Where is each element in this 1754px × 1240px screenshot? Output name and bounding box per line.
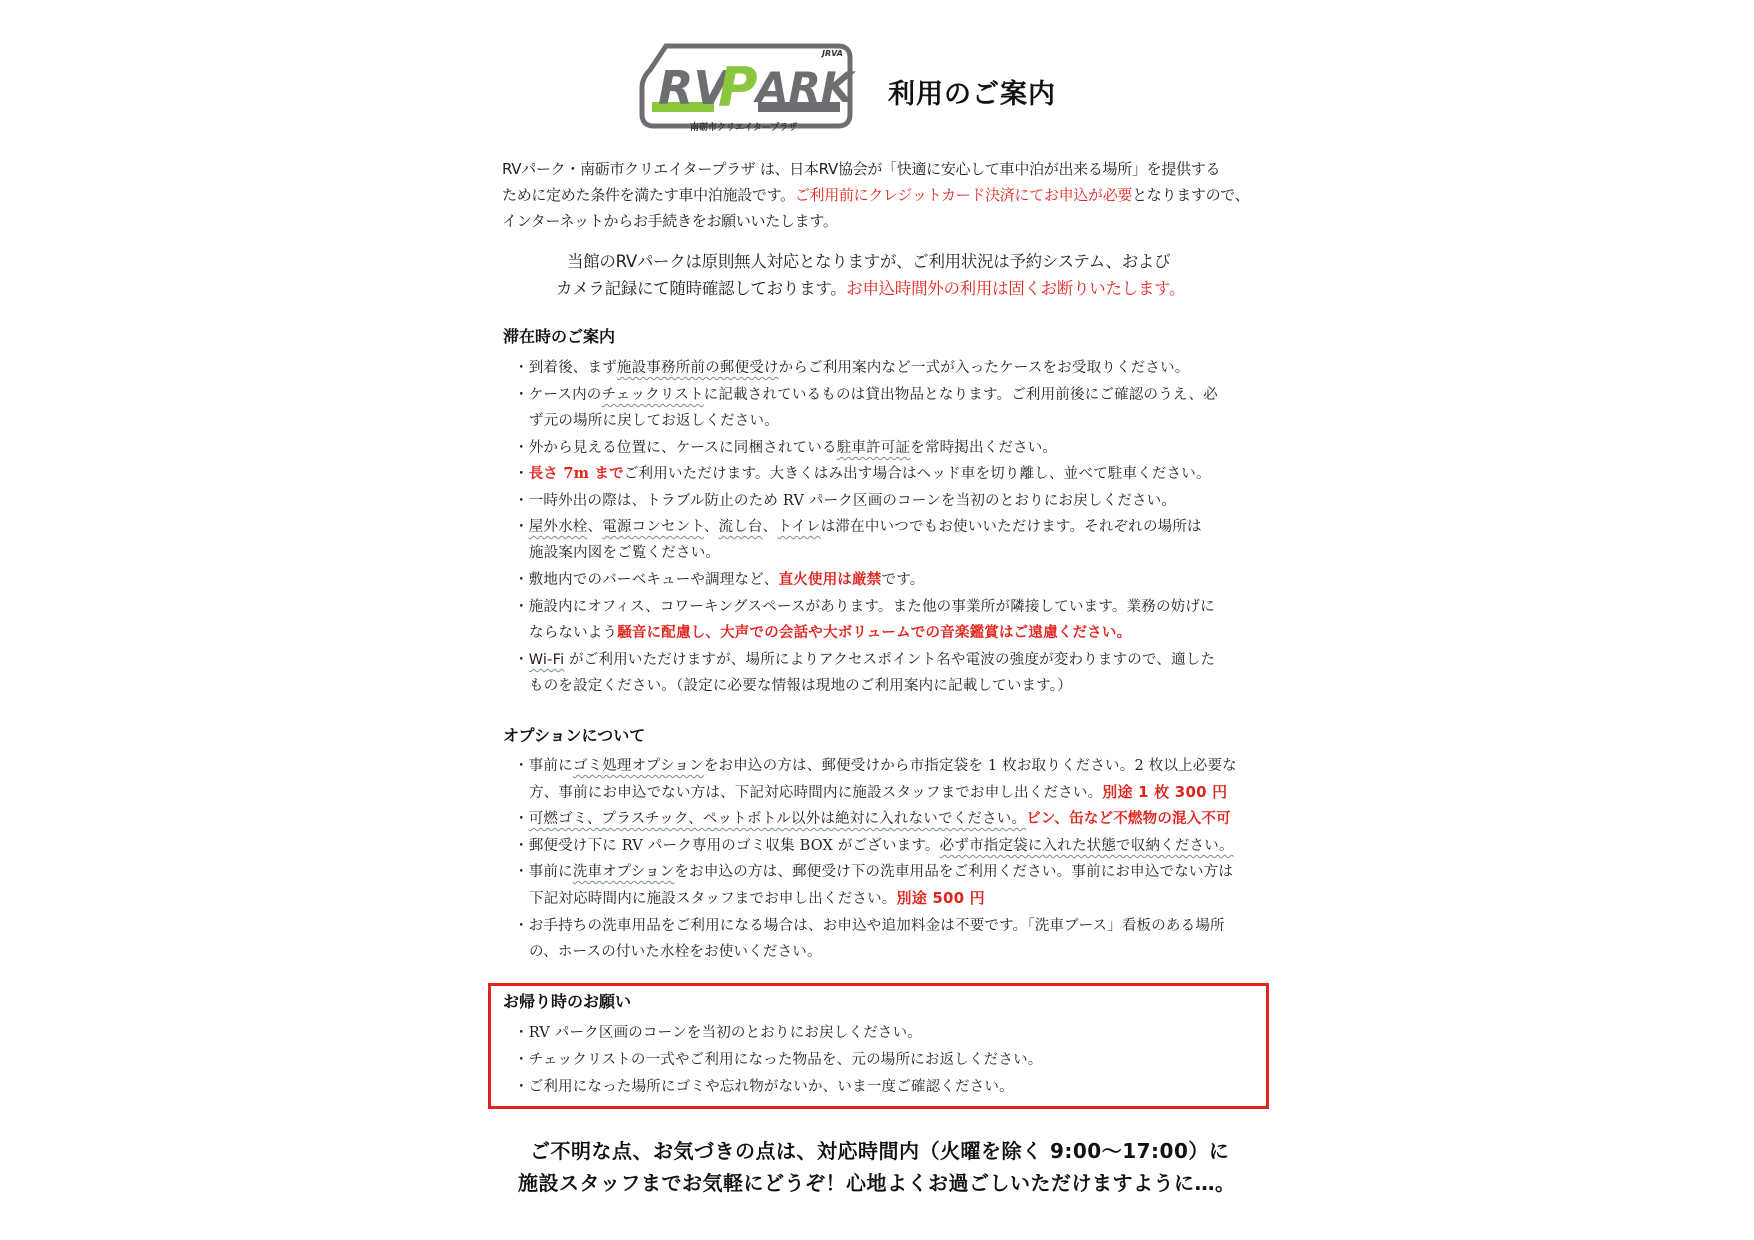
item-text: ならないよう [529,625,618,641]
stay-item-1 [514,356,1189,377]
item-text: です。 [881,572,925,588]
stay-item-2-cont: ず元の場所に戻してお返しください。 [529,413,779,429]
option-item-5-cont: の、ホースの付いた水栓をお使いください。 [529,944,822,960]
item-text: ・ [514,466,529,482]
item-warning: 騒音に配慮し、大声での会話や大ボリュームでの音楽鑑賞はご遠慮ください。 [617,624,1132,641]
stay-item-8-cont [529,621,1131,642]
item-keyword: 可燃ゴミ、プラスチック、ペットボトル以外は絶対に入れないでください。 [528,811,1027,827]
option-item-2 [514,807,1231,828]
stay-item-7 [514,568,924,589]
rv-park-logo [638,40,856,138]
intro-text: となりますので、 [1132,186,1250,204]
leaving-item-2: ・チェックリストの一式やご利用になった物品を、元の場所にお返しください。 [514,1052,1043,1068]
item-keyword: 電源コンセント [602,519,704,535]
stay-heading: 滞在時のご案内 [503,327,616,346]
leaving-item-1: ・RV パーク区画のコーンを当初のとおりにお戻しください。 [514,1025,922,1041]
item-keyword: トイレ [777,519,821,535]
options-heading: オプションについて [503,726,646,745]
price-label: 別途 500 円 [896,889,985,907]
stay-item-6 [514,515,1202,536]
item-keyword: チェックリスト [601,387,704,403]
item-text: ・郵便受け下に RV パーク専用のゴミ収集 BOX がございます。 [514,838,940,854]
item-text: からご利用案内など一式が入ったケースをお受取りください。 [778,360,1190,376]
item-keyword: 施設事務所前の郵便受け [616,360,779,376]
option-item-3 [514,834,1234,855]
item-text: ・敷地内でのバーベキューや調理など、 [514,572,779,588]
stay-item-4 [514,462,1211,483]
item-text: は滞在中いつでもお使いいただけます。それぞれの場所は [820,519,1202,535]
stay-item-3 [514,436,1057,457]
item-keyword: Wi-Fi [528,652,565,668]
item-text: ・事前に [514,864,573,880]
option-item-1-cont [529,781,1227,802]
notice-line-1: 当館のRVパークは原則無人対応となりますが、ご利用状況は予約システム、および [567,252,1171,271]
notice-line-2 [556,275,1185,299]
stay-item-5: ・一時外出の際は、トラブル防止のため RV パーク区画のコーンを当初のとおりにお戻しください。 [514,493,1177,509]
option-item-5: ・お手持ちの洗車用品をご利用になる場合は、お申込や追加料金は不要です。「洗車ブース」看板のある場所 [514,918,1225,934]
notice-warning: お申込時間外の利用は固くお断りいたします。 [846,279,1186,298]
svg-text:ARK: ARK [756,63,854,112]
price-label: 別途 1 枚 300 円 [1102,783,1228,801]
svg-text:RV: RV [658,61,730,115]
option-item-4 [514,860,1233,881]
item-warning: 長さ 7m まで [528,465,624,482]
intro-warning: ご利用前にクレジットカード決済にてお申込が必要 [794,186,1133,204]
stay-item-9 [514,648,1215,669]
item-text: をお申込の方は、郵便受けから市指定袋を 1 枚お取りください。2 枚以上必要な [703,758,1237,774]
item-text: を常時掲出ください。 [910,440,1058,456]
item-text: 方、事前にお申込でない方は、下記対応時間内に施設スタッフまでお申し出ください。 [529,785,1103,801]
notice-text: カメラ記録にて随時確認しております。 [556,279,847,298]
item-text: 、 [587,519,603,535]
svg-text:JRVA: JRVA [822,49,843,58]
item-text: ・事前に [514,758,573,774]
option-item-1 [514,754,1237,775]
item-text: ・ [514,519,529,535]
leaving-item-3: ・ご利用になった場所にゴミや忘れ物がないか、いま一度ご確認ください。 [514,1079,1014,1095]
intro-line-3: インターネットからお手続きをお願いいたします。 [502,212,838,230]
item-text: ご利用いただけます。大きくはみ出す場合はヘッド車を切り離し、並べて駐車ください。 [623,466,1211,482]
item-keyword: 洗車オプション [572,864,675,880]
item-text: をお申込の方は、郵便受け下の洗車用品をご利用ください。事前にお申込でない方は [674,864,1234,880]
stay-item-6-cont: 施設案内図をご覧ください。 [529,545,721,561]
item-keyword: 必ず市指定袋に入れた状態で収納ください。 [939,838,1234,854]
item-keyword: 駐車許可証 [836,440,911,456]
item-keyword: 流し台 [718,519,763,535]
option-item-4-cont [529,887,985,908]
stay-item-8: ・施設内にオフィス、コワーキングスペースがあります。また他の事業所が隣接しています。業務の妨げに [514,599,1215,615]
stay-item-9-cont: ものを設定ください。（設定に必要な情報は現地のご利用案内に記載しています。） [529,678,1072,694]
item-text: ・ケース内の [514,387,602,403]
item-text: ・ [514,652,529,668]
item-text: ・ [514,811,529,827]
item-keyword: ゴミ処理オプション [572,758,704,774]
leaving-heading: お帰り時のお願い [503,992,632,1011]
item-text: に記載されているものは貸出物品となります。ご利用前後にご確認のうえ、必 [703,387,1218,403]
intro-text: ために定めた条件を満たす車中泊施設です。 [502,186,795,204]
footer-line-2: 施設スタッフまでお気軽にどうぞ！心地よくお過ごしいただけますように…。 [518,1171,1236,1195]
intro-line-1: RVパーク・南砺市クリエイタープラザ は、日本RV協会が「快適に安心して車中泊が出来る場所」を提供する [502,160,1221,178]
item-text: 下記対応時間内に施設スタッフまでお申し出ください。 [529,891,897,907]
item-keyword: 屋外水栓 [528,519,588,535]
item-warning: 直火使用は厳禁 [778,571,882,588]
footer-line-1: ご不明な点、お気づきの点は、対応時間内（火曜を除く 9:00～17:00）に [530,1139,1230,1163]
svg-text:P: P [718,56,758,119]
item-text: 、 [762,519,778,535]
intro-line-2 [502,184,1249,205]
logo-subtitle: 南砺市クリエイタープラザ [690,123,798,133]
item-text: ・外から見える位置に、ケースに同梱されている [514,440,837,456]
page-title: 利用のご案内 [888,79,1056,110]
item-text: 、 [703,519,719,535]
stay-item-2 [514,383,1218,404]
item-warning: ビン、缶など不燃物の混入不可 [1026,810,1231,827]
item-text: がご利用いただけますが、場所によりアクセスポイント名や電波の強度が変わりますので、適した [564,652,1216,668]
item-text: ・到着後、まず [514,360,617,376]
